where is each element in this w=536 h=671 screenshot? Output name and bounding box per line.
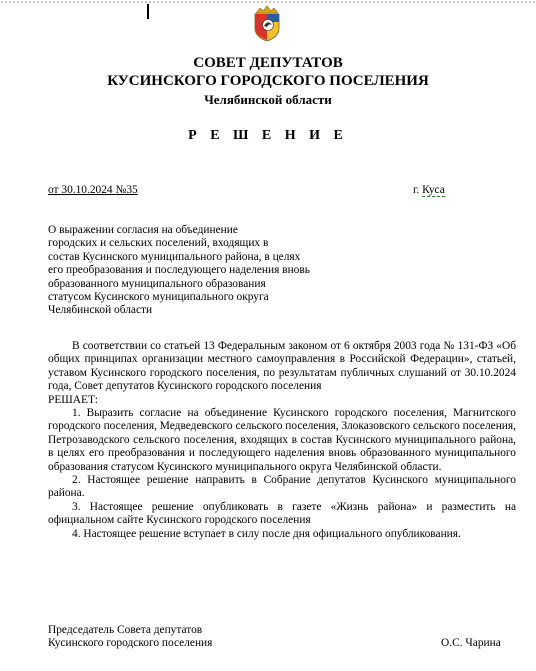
subject-line: городских и сельских поселений, входящих в bbox=[48, 237, 269, 250]
signatory-line-2: Кусинского городского поселения bbox=[48, 637, 213, 650]
subject-line: О выражении согласия на объединение bbox=[48, 224, 238, 236]
city-label bbox=[413, 184, 445, 197]
subject-line: образованного муниципального образования bbox=[48, 277, 266, 290]
item-1: 1. Выразить согласие на объединение Кусинского городского поселения, Магнитского городского поселения, Медведевского сельского поселения, Злоказовского сельского поселения, Петрозаводского сельского поселения, входящих в состав Кусинского муниципального района, в целях его преобразования и последующего наделения вновь образованного муниципального образования статусом Кусинского муниципального округа Челябинской области. bbox=[48, 407, 516, 473]
resolves-label: РЕШАЕТ: bbox=[48, 393, 99, 406]
council-title: СОВЕТ ДЕПУТАТОВ bbox=[193, 55, 343, 71]
date-number: от 30.10.2024 №35 bbox=[48, 184, 138, 196]
signatory-name: О.С. Чарина bbox=[441, 637, 501, 649]
subject-line: статусом Кусинского муниципального округа bbox=[48, 291, 269, 304]
subject-line: его преобразования и последующего наделения вновь bbox=[48, 264, 310, 277]
decision-subject bbox=[48, 224, 378, 318]
item-2: 2. Настоящее решение направить в Собрание депутатов Кусинского муниципального района. bbox=[48, 474, 516, 500]
subject-line: состав Кусинского муниципального района, в целях bbox=[48, 250, 301, 263]
city-prefix: г. bbox=[413, 184, 423, 196]
preamble-paragraph: В соответствии со статьей 13 Федеральным законом от 6 октября 2003 года № 131-ФЗ «Об общих принципах организации местного самоуправления в Российской Федерации», статьей, уставом Кусинского городского поселения, по результатам публичных слушаний от 30.10.2024 года, Совет депутатов Кусинского городского поселения bbox=[48, 340, 516, 393]
item-3: 3. Настоящее решение опубликовать в газете «Жизнь района» и разместить на официальном сайте Кусинского городского поселения bbox=[48, 500, 516, 527]
text-cursor bbox=[147, 4, 149, 19]
settlement-title: КУСИНСКОГО ГОРОДСКОГО ПОСЕЛЕНИЯ bbox=[107, 73, 429, 89]
decision-heading: Р Е Ш Е Н И Е bbox=[188, 128, 348, 143]
region-title: Челябинской области bbox=[204, 92, 332, 107]
item-4: 4. Настоящее решение вступает в силу после дня официального опубликования. bbox=[72, 527, 461, 540]
coat-of-arms-icon bbox=[252, 4, 282, 42]
city-name: Куса bbox=[422, 184, 445, 196]
signatory-title bbox=[48, 624, 212, 651]
signatory-line-1: Председатель Совета депутатов bbox=[48, 624, 203, 636]
decision-body bbox=[48, 340, 516, 541]
subject-line: Челябинской области bbox=[48, 304, 153, 317]
